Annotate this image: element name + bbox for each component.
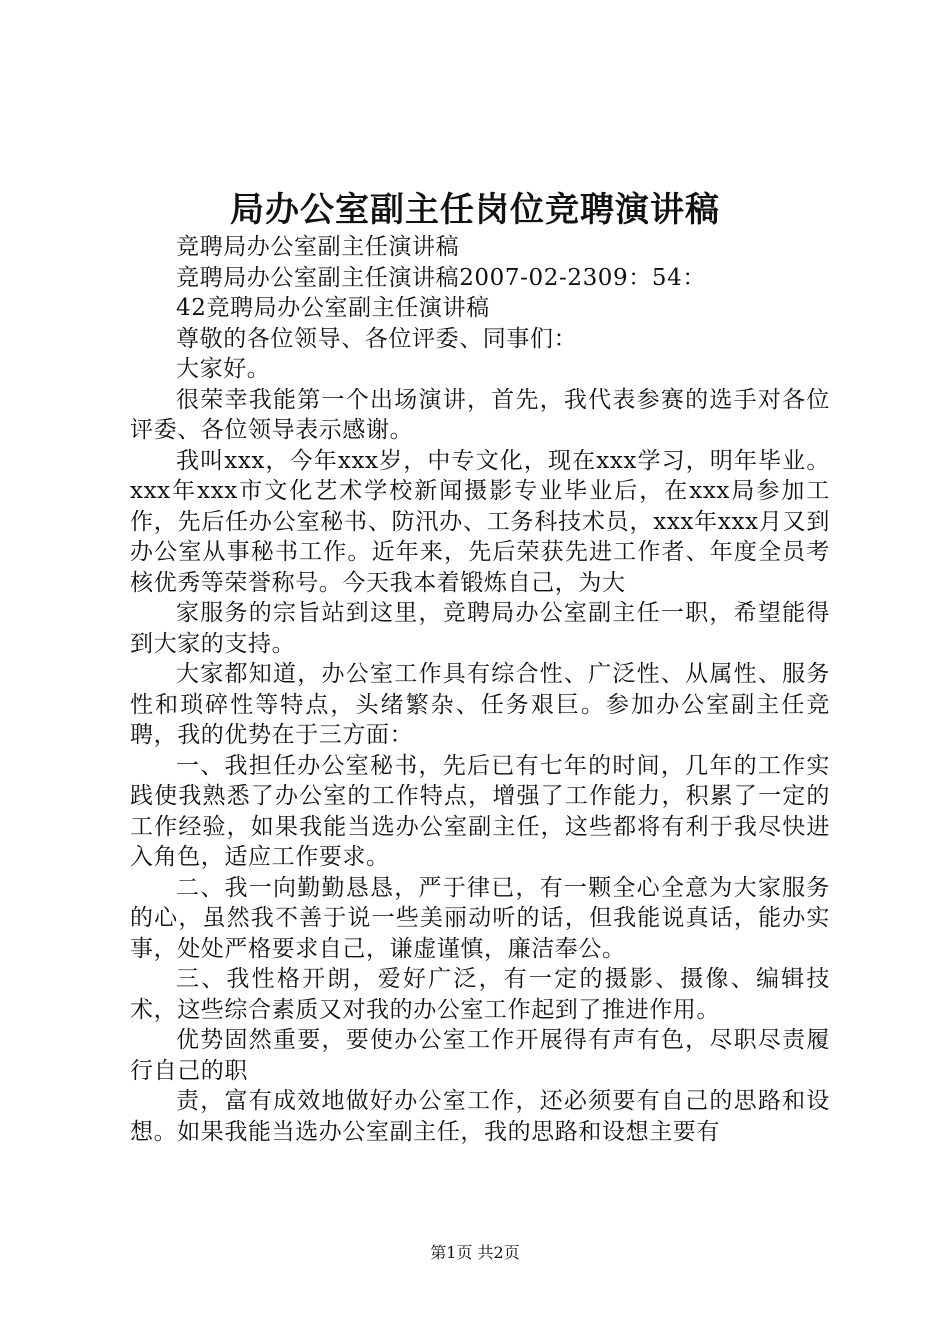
- paragraph: 责，富有成效地做好办公室工作，还必须要有自己的思路和设想。如果我能当选办公室副主任，我的思路和设想主要有: [130, 1088, 830, 1145]
- page-number-footer: 第1页 共2页: [430, 1243, 520, 1262]
- paragraph: 二、我一向勤勤恳恳，严于律已，有一颗全心全意为大家服务的心，虽然我不善于说一些美丽动听的话，但我能说真话，能办实事，处处严格要求自己，谦虚谨慎，廉洁奉公。: [130, 874, 830, 962]
- paragraph: 优势固然重要，要使办公室工作开展得有声有色，尽职尽责履行自己的职: [130, 1027, 830, 1084]
- paragraph: 大家都知道，办公室工作具有综合性、广泛性、从属性、服务性和琐碎性等特点，头绪繁杂、任务艰巨。参加办公室副主任竞聘，我的优势在于三方面：: [130, 661, 830, 748]
- paragraph: 我叫xxx，今年xxx岁，中专文化，现在xxx学习，明年毕业。xxx年xxx市文化艺术学校新闻摄影专业毕业后，在xxx局参加工作，先后任办公室秘书、防汛办、工务科技术员，xxx年xxx月又到办公室从事秘书工作。近年来，先后荣获先进工作者、年度全员考核优秀等荣誉称号。今天我本着锻炼自己，为大: [130, 447, 830, 596]
- paragraph: 42竞聘局办公室副主任演讲稿: [176, 295, 490, 321]
- paragraph: 大家好。: [176, 356, 271, 382]
- document-body: [130, 232, 830, 1147]
- paragraph: 尊敬的各位领导、各位评委、同事们：: [176, 325, 578, 352]
- paragraph: 很荣幸我能第一个出场演讲，首先，我代表参赛的选手对各位评委、各位领导表示感谢。: [130, 386, 830, 443]
- paragraph: 竞聘局办公室副主任演讲稿: [176, 234, 460, 260]
- document-title: 局办公室副主任岗位竞聘演讲稿: [230, 190, 720, 230]
- paragraph: 家服务的宗旨站到这里，竞聘局办公室副主任一职，希望能得到大家的支持。: [130, 600, 830, 657]
- paragraph: 三、我性格开朗，爱好广泛，有一定的摄影、摄像、编辑技术，这些综合素质又对我的办公室工作起到了推进作用。: [130, 966, 830, 1023]
- paragraph: 竞聘局办公室副主任演讲稿2007-02-2309：54：: [176, 264, 706, 291]
- paragraph: 一、我担任办公室秘书，先后已有七年的时间，几年的工作实践使我熟悉了办公室的工作特点，增强了工作能力，积累了一定的工作经验，如果我能当选办公室副主任，这些都将有利于我尽快进入角色，适应工作要求。: [130, 752, 830, 870]
